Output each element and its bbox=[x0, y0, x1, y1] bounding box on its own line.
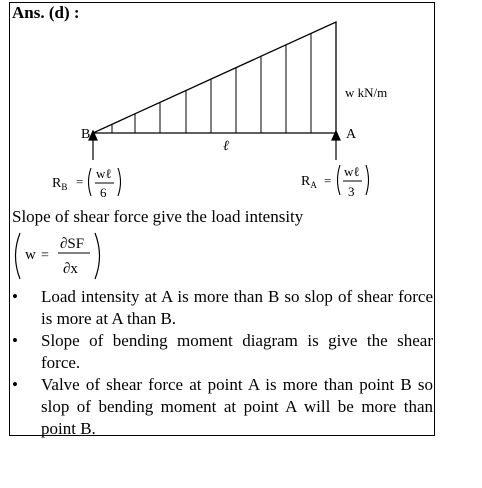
svg-text:=: = bbox=[41, 248, 49, 263]
reaction-a-expression bbox=[301, 164, 369, 199]
answer-heading: Ans. (d) : bbox=[12, 3, 80, 22]
list-item-text: Load intensity at A is more than B so slop of shear force is more at A than B. bbox=[41, 287, 433, 328]
svg-text:=: = bbox=[324, 173, 332, 188]
point-a-label: A bbox=[346, 127, 357, 142]
svg-text:∂x: ∂x bbox=[63, 261, 78, 277]
list-item bbox=[12, 330, 433, 374]
list-item-text: Valve of shear force at point A is more than point B so slop of bending moment at point A will be more than point B. bbox=[41, 375, 433, 438]
bullet-icon: • bbox=[12, 331, 18, 350]
svg-text:RB: $R_B$ bbox=[52, 176, 68, 192]
load-intensity-formula bbox=[16, 233, 100, 279]
svg-text:∂SF: ∂SF bbox=[60, 236, 85, 252]
list-item-text: Slope of bending moment diagram is give the shear force. bbox=[41, 331, 433, 372]
bullet-icon: • bbox=[12, 375, 18, 394]
svg-text:w: w bbox=[25, 247, 36, 263]
point-b-label: B bbox=[81, 127, 91, 142]
svg-text:3: 3 bbox=[348, 184, 355, 199]
explanation-list bbox=[12, 286, 433, 440]
svg-text:wℓ: wℓ bbox=[344, 164, 360, 179]
list-item bbox=[12, 286, 433, 330]
list-item bbox=[12, 374, 433, 440]
svg-text:RA: $R_A$ bbox=[301, 174, 317, 190]
load-intensity-label: w kN/m bbox=[345, 85, 388, 100]
shear-force-statement: Slope of shear force give the load intensity bbox=[12, 207, 304, 226]
reaction-arrow-a bbox=[332, 131, 340, 160]
load-hatch-lines bbox=[112, 33, 311, 133]
triangular-load-outline bbox=[93, 22, 336, 133]
bullet-icon: • bbox=[12, 287, 18, 306]
span-length-label: ℓ bbox=[223, 139, 229, 154]
svg-text:6: 6 bbox=[100, 185, 107, 200]
svg-text:wℓ: wℓ bbox=[96, 166, 112, 181]
reaction-b-expression bbox=[52, 166, 121, 200]
svg-text:=: = bbox=[76, 174, 84, 189]
